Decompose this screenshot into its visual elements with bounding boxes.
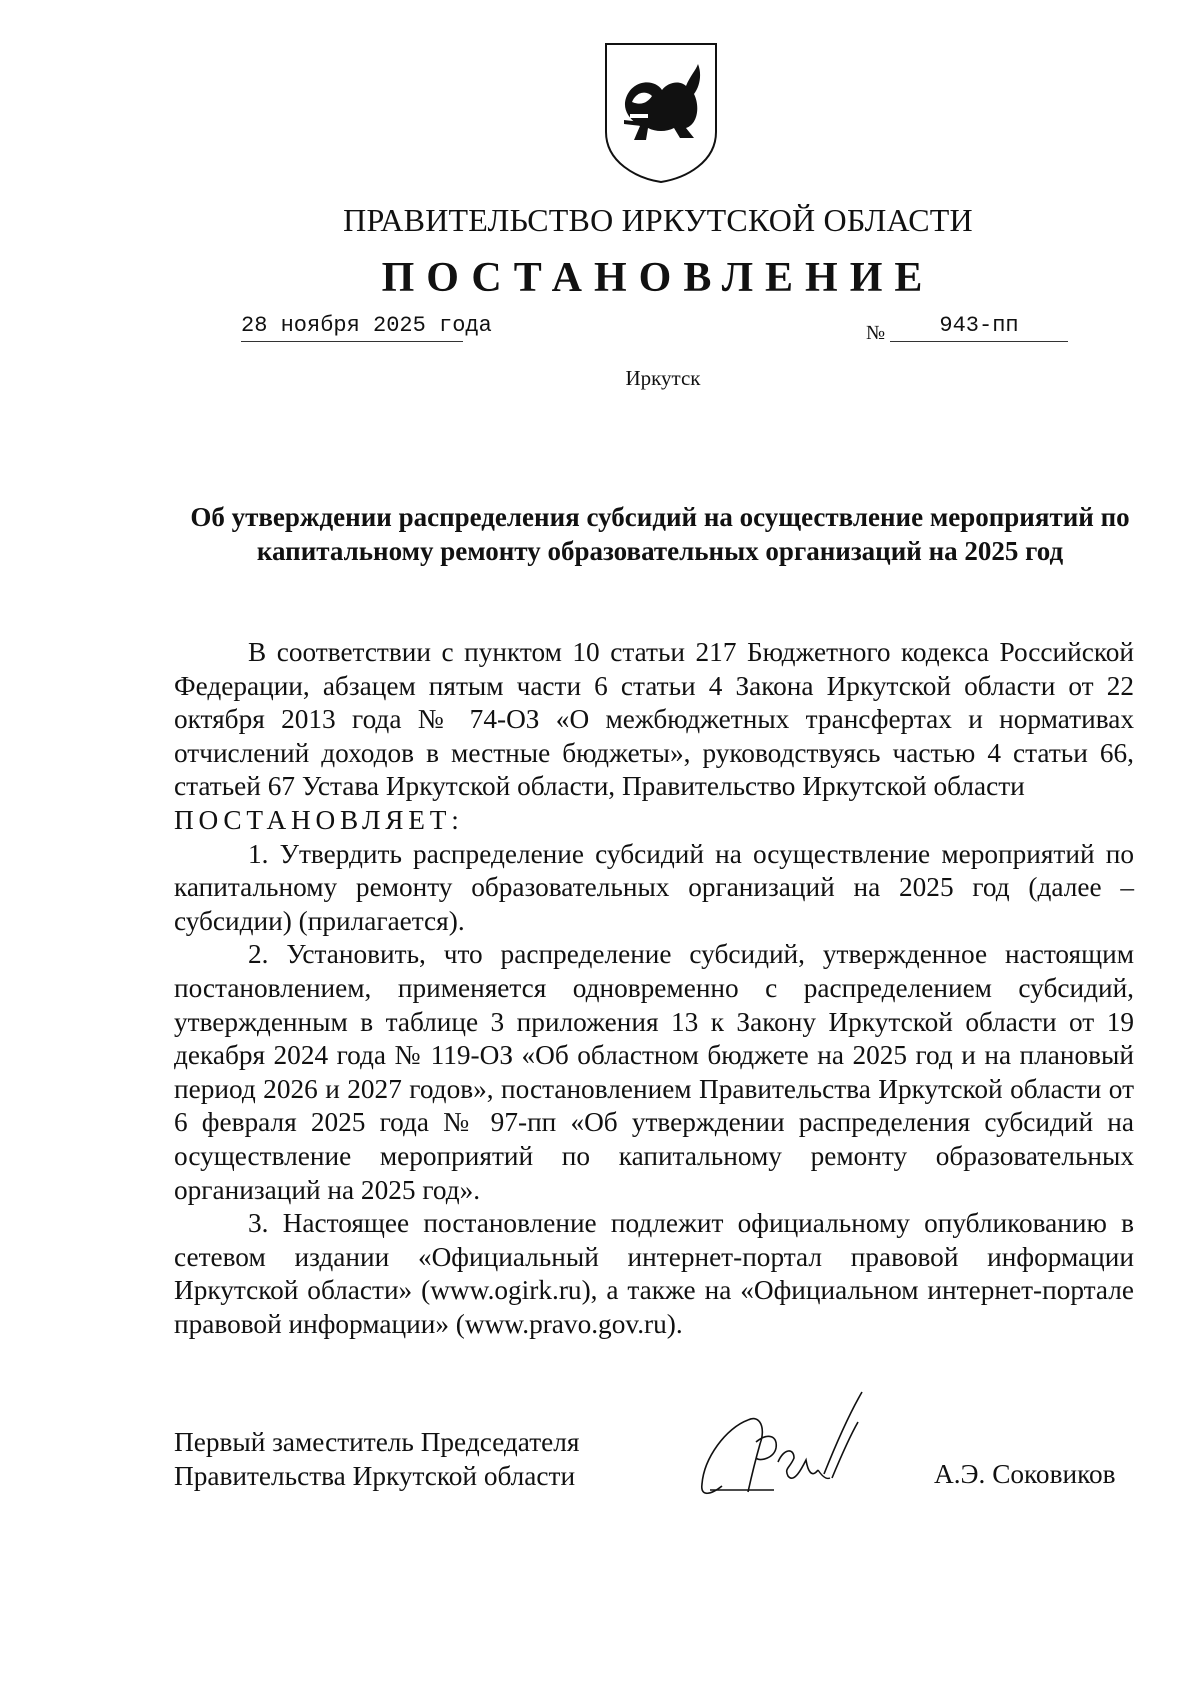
item-3: 3. Настоящее постановление подлежит официальному опубликованию в сетевом издании «Официальный интернет-портал правовой информации Иркутской области» (www.ogirk.ru), а также на «Официальном интернет-портале правовой информации» (www.pravo.gov.ru).	[174, 1208, 1134, 1339]
item-2: 2. Установить, что распределение субсидий, утвержденное настоящим постановлением, применяется одновременно с распределением субсидий, утвержденным в таблице 3 приложения 13 к Закону Иркутской области от 19 декабря 2024 года № 119-ОЗ «Об областном бюджете на 2025 год и на плановый период 2026 и 2027 годов», постановлением Правительства Иркутской области от 6 февраля 2025 года № 97-пп «Об утверждении распределения субсидий на осуществление мероприятий по капитальному ремонту образовательных организаций на 2025 год».	[174, 939, 1134, 1205]
document-title: Об утверждении распределения субсидий на осуществление мероприятий по капитальному ремонту образовательных организаций на 2025 год	[190, 502, 1130, 566]
document-number: 943-пп	[890, 313, 1068, 342]
signer-position-line-2: Правительства Иркутской области	[174, 1461, 576, 1491]
document-date: 28 ноября 2025 года	[241, 313, 463, 342]
resolves-word: ПОСТАНОВЛЯЕТ:	[174, 804, 464, 835]
coat-of-arms	[602, 40, 720, 184]
signer-name: А.Э. Соковиков	[934, 1459, 1116, 1489]
preamble-paragraph: В соответствии с пунктом 10 статьи 217 Бюджетного кодекса Российской Федерации, абзацем пятым части 6 статьи 4 Закона Иркутской области от 22 октября 2013 года № 74-ОЗ «О межбюджетных трансфертах и нормативах отчислений доходов в местные бюджеты», руководствуясь частью 4 статьи 66, статьей 67 Устава Иркутской области, Правительство Иркутской области	[174, 637, 1134, 802]
handwritten-signature-icon	[690, 1382, 910, 1522]
document-body	[174, 636, 1134, 1341]
signer-position	[174, 1425, 579, 1493]
organization-title: ПРАВИТЕЛЬСТВО ИРКУТСКОЙ ОБЛАСТИ	[343, 202, 973, 238]
number-label: №	[866, 322, 886, 344]
irkutsk-coat-of-arms-icon	[602, 40, 720, 184]
signer-position-line-1: Первый заместитель Председателя	[174, 1427, 580, 1457]
document-type: ПОСТАНОВЛЕНИЕ	[381, 255, 935, 301]
city: Иркутск	[625, 366, 701, 390]
item-1: 1. Утвердить распределение субсидий на осуществление мероприятий по капитальному ремонту образовательных организаций на 2025 год (далее – субсидии) (прилагается).	[174, 838, 1134, 936]
